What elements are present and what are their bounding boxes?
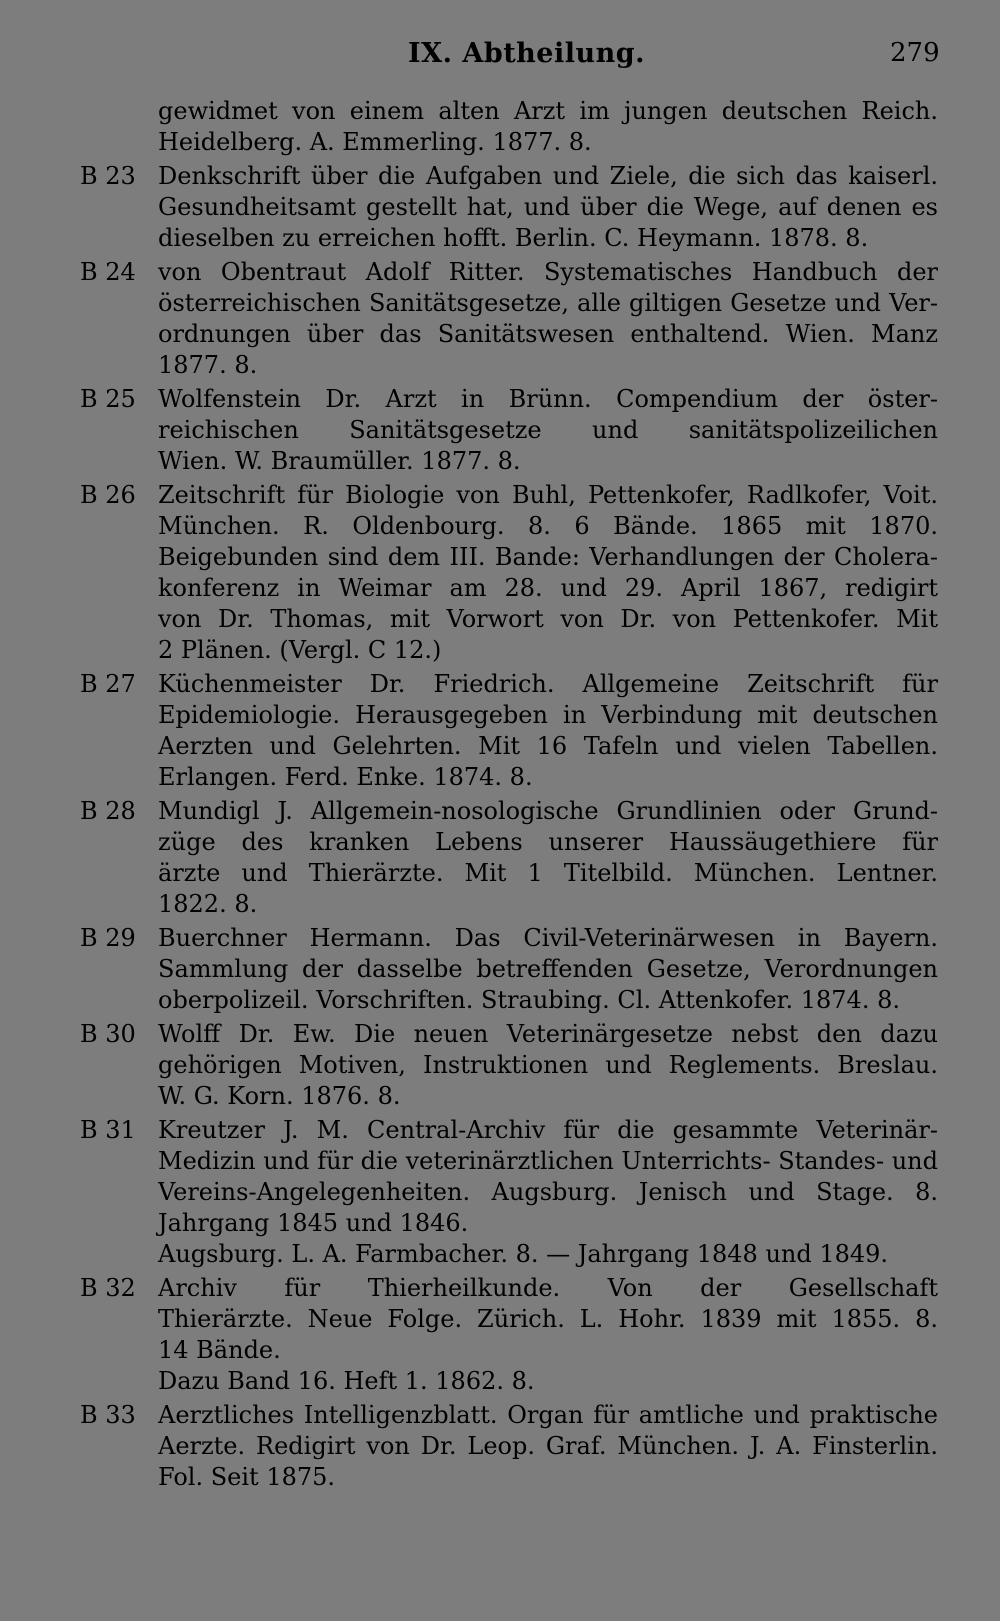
entry-line: Denkschrift über die Aufgaben und Ziele, die sich das kaiserl. xyxy=(158,162,938,190)
entry-line: Augsburg. L. A. Farmbacher. 8. — Jahrgang 1848 und 1849. xyxy=(158,1240,889,1268)
entry-line: 2 Plänen. (Vergl. C 12.) xyxy=(158,636,442,664)
entry-id: B 25 xyxy=(80,385,136,413)
entry-line: 14 Bände. xyxy=(158,1336,281,1364)
entry-text xyxy=(158,96,938,158)
entry-line: W. G. Korn. 1876. 8. xyxy=(158,1082,401,1110)
entry-text xyxy=(158,1115,938,1270)
entry-text xyxy=(158,1400,938,1493)
entry-text xyxy=(158,1019,938,1112)
catalog-entry xyxy=(0,1273,1000,1397)
catalog-entry xyxy=(0,161,1000,254)
entry-line: Beigebunden sind dem III. Bande: Verhandlungen der Cholera- xyxy=(158,543,938,571)
entry-line: Epidemiologie. Herausgegeben in Verbindung mit deutschen xyxy=(158,701,938,729)
entry-line: Erlangen. Ferd. Enke. 1874. 8. xyxy=(158,763,533,791)
entry-id: B 24 xyxy=(80,258,136,286)
page-number: 279 xyxy=(890,38,940,68)
catalog-entry xyxy=(0,257,1000,381)
entry-line: Sammlung der dasselbe betreffenden Gesetze, Verordnungen xyxy=(158,955,938,983)
entry-line: dieselben zu erreichen hofft. Berlin. C. Heymann. 1878. 8. xyxy=(158,224,869,252)
catalog-entry xyxy=(0,1400,1000,1493)
catalog-entry xyxy=(0,796,1000,920)
catalog-entry xyxy=(0,96,1000,158)
page-header xyxy=(0,38,1000,78)
entry-line: Fol. Seit 1875. xyxy=(158,1463,336,1491)
entry-line: Wolff Dr. Ew. Die neuen Veterinärgesetze nebst den dazu xyxy=(158,1020,938,1048)
entry-line: ordnungen über das Sanitätswesen enthaltend. Wien. Manz xyxy=(158,320,938,348)
entry-line: Aerzte. Redigirt von Dr. Leop. Graf. München. J. A. Finsterlin. xyxy=(158,1432,938,1460)
entry-text xyxy=(158,669,938,793)
entry-text xyxy=(158,384,938,477)
entry-line: Archiv für Thierheilkunde. Von der Gesellschaft xyxy=(158,1274,938,1302)
entry-line: von Dr. Thomas, mit Vorwort von Dr. von Pettenkofer. Mit xyxy=(158,605,938,633)
entry-line: München. R. Oldenbourg. 8. 6 Bände. 1865 mit 1870. xyxy=(158,512,938,540)
entry-line: Thierärzte. Neue Folge. Zürich. L. Hohr. 1839 mit 1855. 8. xyxy=(158,1305,938,1333)
entry-id: B 26 xyxy=(80,481,136,509)
catalog-entry xyxy=(0,1019,1000,1112)
entry-line: Mundigl J. Allgemein-nosologische Grundlinien oder Grund- xyxy=(158,797,938,825)
entry-line: Aerzten und Gelehrten. Mit 16 Tafeln und vielen Tabellen. xyxy=(158,732,938,760)
catalog-entry xyxy=(0,669,1000,793)
entry-line: österreichischen Sanitätsgesetze, alle giltigen Gesetze und Ver- xyxy=(158,289,938,317)
entry-id: B 30 xyxy=(80,1020,136,1048)
catalog-entries xyxy=(0,96,1000,1496)
entry-id: B 32 xyxy=(80,1274,136,1302)
entry-line: Küchenmeister Dr. Friedrich. Allgemeine Zeitschrift für xyxy=(158,670,938,698)
section-title: IX. Abtheilung. xyxy=(408,38,646,69)
entry-line: Kreutzer J. M. Central-Archiv für die gesammte Veterinär- xyxy=(158,1116,938,1144)
entry-id: B 23 xyxy=(80,162,136,190)
entry-text xyxy=(158,161,938,254)
entry-line: 1822. 8. xyxy=(158,890,258,918)
entry-text xyxy=(158,923,938,1016)
entry-line: von Obentraut Adolf Ritter. Systematisches Handbuch der xyxy=(158,258,938,286)
entry-line: Aerztliches Intelligenzblatt. Organ für amtliche und praktische xyxy=(158,1401,938,1429)
catalog-entry xyxy=(0,1115,1000,1270)
entry-id: B 28 xyxy=(80,797,136,825)
entry-line: Jahrgang 1845 und 1846. xyxy=(158,1209,469,1237)
entry-line: Vereins-Angelegenheiten. Augsburg. Jenisch und Stage. 8. xyxy=(158,1178,938,1206)
entry-id: B 29 xyxy=(80,924,136,952)
entry-line: züge des kranken Lebens unserer Haussäugethiere für xyxy=(158,828,938,856)
entry-line: konferenz in Weimar am 28. und 29. April 1867, redigirt xyxy=(158,574,938,602)
entry-line: ärzte und Thierärzte. Mit 1 Titelbild. München. Lentner. xyxy=(158,859,938,887)
entry-line: Dazu Band 16. Heft 1. 1862. 8. xyxy=(158,1367,535,1395)
entry-line: Gesundheitsamt gestellt hat, und über die Wege, auf denen es xyxy=(158,193,938,221)
entry-text xyxy=(158,796,938,920)
entry-line: Wolfenstein Dr. Arzt in Brünn. Compendium der öster- xyxy=(158,385,938,413)
entry-line: oberpolizeil. Vorschriften. Straubing. Cl. Attenkofer. 1874. 8. xyxy=(158,986,900,1014)
entry-text xyxy=(158,257,938,381)
entry-line: Wien. W. Braumüller. 1877. 8. xyxy=(158,447,521,475)
catalog-entry xyxy=(0,480,1000,666)
entry-line: Medizin und für die veterinärztlichen Unterrichts- Standes- und xyxy=(158,1147,938,1175)
entry-line: 1877. 8. xyxy=(158,351,258,379)
entry-line: gehörigen Motiven, Instruktionen und Reglements. Breslau. xyxy=(158,1051,938,1079)
entry-line: gewidmet von einem alten Arzt im jungen deutschen Reich. xyxy=(158,97,938,125)
entry-id: B 33 xyxy=(80,1401,136,1429)
catalog-entry xyxy=(0,384,1000,477)
entry-line: Heidelberg. A. Emmerling. 1877. 8. xyxy=(158,128,592,156)
entry-line: Zeitschrift für Biologie von Buhl, Pettenkofer, Radlkofer, Voit. xyxy=(158,481,938,509)
entry-line: reichischen Sanitätsgesetze und sanitätspolizeilichen xyxy=(158,416,938,444)
entry-id: B 27 xyxy=(80,670,136,698)
entry-id: B 31 xyxy=(80,1116,136,1144)
entry-line: Buerchner Hermann. Das Civil-Veterinärwesen in Bayern. xyxy=(158,924,938,952)
entry-text xyxy=(158,1273,938,1397)
entry-text xyxy=(158,480,938,666)
catalog-entry xyxy=(0,923,1000,1016)
